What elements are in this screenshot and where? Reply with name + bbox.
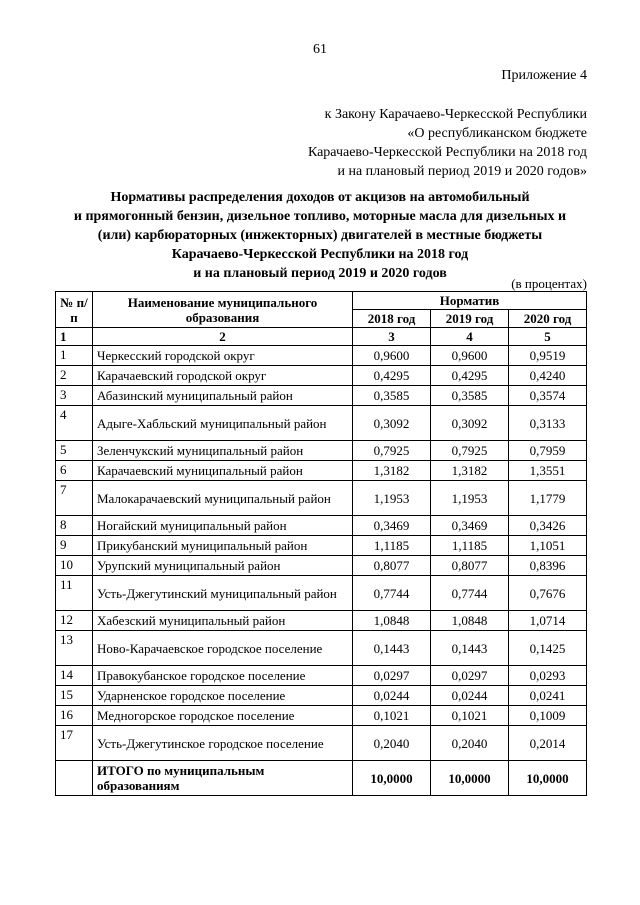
row-value-2020: 1,0714 (509, 611, 587, 631)
row-value-2020: 0,7676 (509, 576, 587, 611)
row-name: Правокубанское городское поселение (93, 666, 353, 686)
row-value-2019: 0,1443 (431, 631, 509, 666)
law-line: «О республиканском бюджете (407, 126, 587, 141)
page-number: 61 (313, 42, 327, 57)
row-number: 16 (56, 706, 93, 726)
row-number: 4 (56, 406, 93, 441)
law-line: Карачаево-Черкесской Республики на 2018 год (307, 145, 587, 160)
table-row (56, 481, 587, 516)
row-value-2019: 0,3585 (431, 386, 509, 406)
row-value-2019: 0,2040 (431, 726, 509, 761)
row-value-2019: 1,1953 (431, 481, 509, 516)
row-value-2018: 1,1185 (353, 536, 431, 556)
total-row (56, 761, 587, 796)
table-row (56, 441, 587, 461)
title-line: (или) карбюраторных (инжекторных) двигателей в местные бюджеты (97, 228, 543, 243)
title-line: и на плановый период 2019 и 2020 годов (193, 266, 447, 281)
table-row (56, 576, 587, 611)
header-num: № п/п (56, 292, 93, 328)
header-norm: Норматив (353, 292, 587, 310)
row-value-2018: 0,0297 (353, 666, 431, 686)
row-value-2019: 0,1021 (431, 706, 509, 726)
title-line: Нормативы распределения доходов от акцизов на автомобильный (110, 190, 530, 205)
title-line: и прямогонный бензин, дизельное топливо, моторные масла для дизельных и (73, 209, 567, 224)
row-value-2020: 0,2014 (509, 726, 587, 761)
row-name: Ударненское городское поселение (93, 686, 353, 706)
col-number: 2 (93, 328, 353, 346)
row-number: 12 (56, 611, 93, 631)
row-number: 14 (56, 666, 93, 686)
row-number: 11 (56, 576, 93, 611)
row-value-2018: 0,0244 (353, 686, 431, 706)
header-year-2020: 2020 год (509, 310, 587, 328)
row-number: 2 (56, 366, 93, 386)
row-value-2019: 0,3092 (431, 406, 509, 441)
table-row (56, 346, 587, 366)
row-value-2018: 0,2040 (353, 726, 431, 761)
row-value-2018: 0,7744 (353, 576, 431, 611)
header-year-2019: 2019 год (431, 310, 509, 328)
unit-note: (в процентах) (511, 276, 587, 291)
row-value-2018: 1,1953 (353, 481, 431, 516)
row-value-2018: 0,7925 (353, 441, 431, 461)
row-name: Усть-Джегутинский муниципальный район (93, 576, 353, 611)
row-value-2019: 0,4295 (431, 366, 509, 386)
table-row (56, 461, 587, 481)
table-row (56, 516, 587, 536)
total-label: ИТОГО по муниципальным образованиям (93, 761, 353, 796)
table-row (56, 536, 587, 556)
row-value-2019: 0,3469 (431, 516, 509, 536)
col-number: 5 (509, 328, 587, 346)
appendix-title: Приложение 4 (501, 68, 587, 83)
document-title (40, 188, 600, 283)
table-row (56, 631, 587, 666)
header-year-2018: 2018 год (353, 310, 431, 328)
table-row (56, 666, 587, 686)
total-2018: 10,0000 (353, 761, 431, 796)
table-row (56, 611, 587, 631)
table-row (56, 686, 587, 706)
table-row (56, 406, 587, 441)
row-value-2018: 0,8077 (353, 556, 431, 576)
row-value-2020: 0,8396 (509, 556, 587, 576)
row-value-2018: 0,1443 (353, 631, 431, 666)
row-number: 9 (56, 536, 93, 556)
table-row (56, 386, 587, 406)
row-value-2020: 0,3133 (509, 406, 587, 441)
total-2019: 10,0000 (431, 761, 509, 796)
row-value-2019: 0,8077 (431, 556, 509, 576)
row-value-2020: 0,1009 (509, 706, 587, 726)
row-name: Урупский муниципальный район (93, 556, 353, 576)
row-number: 3 (56, 386, 93, 406)
row-name: Медногорское городское поселение (93, 706, 353, 726)
total-num-cell (56, 761, 93, 796)
row-value-2019: 0,7744 (431, 576, 509, 611)
row-value-2018: 0,3469 (353, 516, 431, 536)
row-value-2019: 0,0244 (431, 686, 509, 706)
row-value-2020: 0,0241 (509, 686, 587, 706)
row-value-2020: 1,3551 (509, 461, 587, 481)
row-value-2018: 0,1021 (353, 706, 431, 726)
row-name: Усть-Джегутинское городское поселение (93, 726, 353, 761)
row-name: Малокарачаевский муниципальный район (93, 481, 353, 516)
row-name: Абазинский муниципальный район (93, 386, 353, 406)
row-value-2018: 1,0848 (353, 611, 431, 631)
row-value-2019: 0,7925 (431, 441, 509, 461)
row-name: Адыге-Хабльский муниципальный район (93, 406, 353, 441)
header-name: Наименование муниципального образования (93, 292, 353, 328)
row-name: Зеленчукский муниципальный район (93, 441, 353, 461)
row-value-2019: 1,3182 (431, 461, 509, 481)
row-value-2018: 0,9600 (353, 346, 431, 366)
row-value-2018: 1,3182 (353, 461, 431, 481)
row-name: Карачаевский муниципальный район (93, 461, 353, 481)
law-line: и на плановый период 2019 и 2020 годов» (337, 164, 587, 179)
row-number: 13 (56, 631, 93, 666)
row-name: Ново-Карачаевское городское поселение (93, 631, 353, 666)
row-name: Хабезский муниципальный район (93, 611, 353, 631)
row-number: 8 (56, 516, 93, 536)
col-number: 3 (353, 328, 431, 346)
row-value-2020: 0,1425 (509, 631, 587, 666)
row-value-2020: 0,7959 (509, 441, 587, 461)
row-name: Черкесский городской округ (93, 346, 353, 366)
row-number: 17 (56, 726, 93, 761)
table-row (56, 556, 587, 576)
col-number: 1 (56, 328, 93, 346)
row-number: 15 (56, 686, 93, 706)
row-value-2018: 0,3585 (353, 386, 431, 406)
row-name: Карачаевский городской округ (93, 366, 353, 386)
col-number: 4 (431, 328, 509, 346)
row-value-2020: 1,1051 (509, 536, 587, 556)
row-value-2018: 0,3092 (353, 406, 431, 441)
row-value-2020: 0,3574 (509, 386, 587, 406)
table-row (56, 366, 587, 386)
row-value-2018: 0,4295 (353, 366, 431, 386)
row-name: Ногайский муниципальный район (93, 516, 353, 536)
title-line: Карачаево-Черкесской Республики на 2018 год (171, 247, 469, 262)
norms-table (55, 291, 587, 796)
table-row (56, 726, 587, 761)
row-number: 7 (56, 481, 93, 516)
row-value-2020: 1,1779 (509, 481, 587, 516)
row-value-2019: 1,1185 (431, 536, 509, 556)
row-number: 10 (56, 556, 93, 576)
law-reference (308, 105, 587, 181)
table-row (56, 706, 587, 726)
row-value-2019: 1,0848 (431, 611, 509, 631)
row-number: 5 (56, 441, 93, 461)
row-value-2020: 0,4240 (509, 366, 587, 386)
row-number: 6 (56, 461, 93, 481)
row-value-2019: 0,9600 (431, 346, 509, 366)
row-value-2020: 0,0293 (509, 666, 587, 686)
row-value-2019: 0,0297 (431, 666, 509, 686)
table-body (56, 346, 587, 761)
row-value-2020: 0,3426 (509, 516, 587, 536)
total-2020: 10,0000 (509, 761, 587, 796)
row-name: Прикубанский муниципальный район (93, 536, 353, 556)
row-number: 1 (56, 346, 93, 366)
row-value-2020: 0,9519 (509, 346, 587, 366)
law-line: к Закону Карачаево-Черкесской Республики (324, 107, 587, 122)
